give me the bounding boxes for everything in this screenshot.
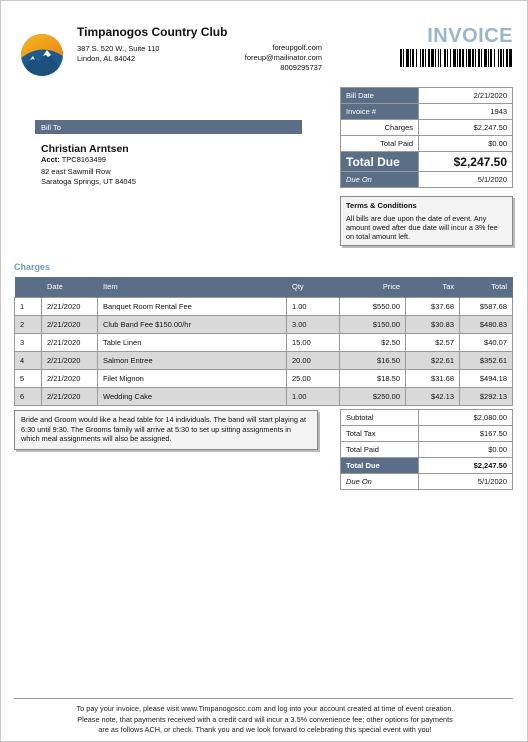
total-paid-label: Total Paid bbox=[341, 136, 419, 152]
club-address-line1: 387 S. 520 W., Suite 110 bbox=[77, 44, 160, 53]
barcode-bar bbox=[472, 49, 474, 67]
barcode-bar bbox=[412, 49, 414, 67]
row-qty: 25.00 bbox=[287, 369, 340, 387]
row-total: $587.68 bbox=[460, 297, 513, 315]
total-tax-row bbox=[341, 426, 513, 442]
barcode-bar bbox=[425, 49, 426, 67]
row-number: 4 bbox=[15, 351, 42, 369]
row-item: Club Band Fee $150.00/hr bbox=[98, 315, 287, 333]
col-price: Price bbox=[340, 277, 406, 297]
invoice-number-value: 1943 bbox=[419, 104, 513, 120]
row-total: $40.07 bbox=[460, 333, 513, 351]
barcode-bar bbox=[457, 49, 458, 67]
barcode-bar bbox=[503, 49, 504, 67]
barcode-bar bbox=[453, 49, 456, 67]
footer-line3: are as follows ACH, or check. Thank you and we look forward to celebrating this special event with you! bbox=[98, 725, 432, 734]
barcode-bar bbox=[478, 49, 480, 67]
barcode-bar bbox=[440, 49, 441, 67]
invoice-summary-table bbox=[340, 87, 513, 188]
club-address-line2: Lindon, AL 84042 bbox=[77, 54, 136, 63]
row-qty: 15.00 bbox=[287, 333, 340, 351]
row-number: 3 bbox=[15, 333, 42, 351]
totals-due-on-label: Due On bbox=[341, 474, 419, 490]
club-phone: 8009295737 bbox=[280, 63, 322, 72]
customer-address-line1: 82 east Sawmill Row bbox=[41, 167, 111, 176]
col-date: Date bbox=[42, 277, 98, 297]
barcode-bar bbox=[403, 49, 404, 67]
charges-row bbox=[341, 120, 513, 136]
barcode-bar bbox=[450, 49, 451, 67]
barcode-bar bbox=[410, 49, 411, 67]
bill-date-row bbox=[341, 88, 513, 104]
table-row bbox=[15, 333, 513, 351]
barcode-bar bbox=[416, 49, 417, 67]
account-number: TPC8163499 bbox=[61, 155, 106, 164]
row-date: 2/21/2020 bbox=[42, 369, 98, 387]
row-total: $494.18 bbox=[460, 369, 513, 387]
footer-line1: To pay your invoice, please visit www.Timpanogoscc.com and log into your account created at time of event creation. bbox=[76, 704, 454, 713]
footer-line2: Please note, that payments received with a credit card will incur a 3.5% convenience fee; other options for payments bbox=[77, 714, 453, 724]
subtotal-row bbox=[341, 410, 513, 426]
totals-paid-value: $0.00 bbox=[419, 442, 513, 458]
row-date: 2/21/2020 bbox=[42, 387, 98, 405]
barcode-bar bbox=[406, 49, 409, 67]
row-number: 1 bbox=[15, 297, 42, 315]
row-item: Filet Mignon bbox=[98, 369, 287, 387]
barcode-bar bbox=[422, 49, 424, 67]
totals-due-value: $2,247.50 bbox=[419, 458, 513, 474]
charges-table bbox=[14, 277, 513, 406]
row-tax: $2.57 bbox=[406, 333, 460, 351]
charges-section-label: Charges bbox=[14, 262, 51, 272]
row-number: 5 bbox=[15, 369, 42, 387]
customer-address bbox=[41, 167, 136, 187]
barcode-bar bbox=[462, 49, 464, 67]
customer-address-line2: Saratoga Springs, UT 84045 bbox=[41, 177, 136, 186]
club-email: foreup@mailinator.com bbox=[244, 53, 322, 62]
barcode-bar bbox=[498, 49, 499, 67]
col-tax: Tax bbox=[406, 277, 460, 297]
row-qty: 1.00 bbox=[287, 297, 340, 315]
payment-footer bbox=[21, 704, 509, 736]
barcode-bar bbox=[494, 49, 495, 67]
table-row bbox=[15, 297, 513, 315]
row-date: 2/21/2020 bbox=[42, 351, 98, 369]
barcode-bar bbox=[435, 49, 436, 67]
invoice-title: INVOICE bbox=[427, 25, 513, 47]
table-row bbox=[15, 369, 513, 387]
row-qty: 3.00 bbox=[287, 315, 340, 333]
row-number: 2 bbox=[15, 315, 42, 333]
row-price: $2.50 bbox=[340, 333, 406, 351]
total-paid-row bbox=[341, 136, 513, 152]
barcode-bar bbox=[488, 49, 489, 67]
totals-due-on-value: 5/1/2020 bbox=[419, 474, 513, 490]
barcode-bar bbox=[431, 49, 434, 67]
barcode-bar bbox=[444, 49, 446, 67]
row-date: 2/21/2020 bbox=[42, 333, 98, 351]
due-on-value: 5/1/2020 bbox=[419, 172, 513, 188]
table-row bbox=[15, 351, 513, 369]
bill-to-header: Bill To bbox=[35, 120, 302, 134]
total-tax-value: $167.50 bbox=[419, 426, 513, 442]
col-number bbox=[15, 277, 42, 297]
barcode-bar bbox=[484, 49, 487, 67]
total-due-label: Total Due bbox=[341, 152, 419, 172]
row-item: Banquet Room Rental Fee bbox=[98, 297, 287, 315]
row-price: $250.00 bbox=[340, 387, 406, 405]
club-website: foreupgolf.com bbox=[272, 43, 322, 52]
charges-value: $2,247.50 bbox=[419, 120, 513, 136]
row-qty: 20.00 bbox=[287, 351, 340, 369]
row-item: Table Linen bbox=[98, 333, 287, 351]
barcode-bar bbox=[400, 49, 402, 67]
charges-label: Charges bbox=[341, 120, 419, 136]
row-tax: $31.68 bbox=[406, 369, 460, 387]
totals-due-row bbox=[341, 458, 513, 474]
totals-due-label: Total Due bbox=[341, 458, 419, 474]
row-tax: $37.68 bbox=[406, 297, 460, 315]
account-label: Acct: bbox=[41, 155, 60, 164]
mountain-sun-logo-icon bbox=[21, 34, 63, 76]
row-price: $16.50 bbox=[340, 351, 406, 369]
row-tax: $22.61 bbox=[406, 351, 460, 369]
club-name: Timpanogos Country Club bbox=[77, 25, 228, 39]
barcode-bar bbox=[420, 49, 421, 67]
total-due-row bbox=[341, 152, 513, 172]
event-notes: Bride and Groom would like a head table for 14 individuals. The band will start playing at 6:30 until 9:30. The Grooms family will arrive at 5:30 to set up sitting assignments in which meal assignments will also be assigned. bbox=[14, 410, 318, 450]
table-row bbox=[15, 387, 513, 405]
terms-box bbox=[340, 196, 513, 246]
row-price: $150.00 bbox=[340, 315, 406, 333]
barcode-icon bbox=[400, 49, 513, 67]
barcode-bar bbox=[438, 49, 439, 67]
row-qty: 1.00 bbox=[287, 387, 340, 405]
row-date: 2/21/2020 bbox=[42, 297, 98, 315]
col-qty: Qty bbox=[287, 277, 340, 297]
club-contact bbox=[201, 43, 322, 73]
total-tax-label: Total Tax bbox=[341, 426, 419, 442]
barcode-bar bbox=[481, 49, 482, 67]
invoice-number-label: Invoice # bbox=[341, 104, 419, 120]
totals-paid-row bbox=[341, 442, 513, 458]
barcode-bar bbox=[506, 49, 508, 67]
row-price: $550.00 bbox=[340, 297, 406, 315]
totals-due-on-row bbox=[341, 474, 513, 490]
row-item: Salmon Entree bbox=[98, 351, 287, 369]
barcode-bar bbox=[466, 49, 467, 67]
col-total: Total bbox=[460, 277, 513, 297]
charges-header-row bbox=[15, 277, 513, 297]
row-item: Wedding Cake bbox=[98, 387, 287, 405]
row-number: 6 bbox=[15, 387, 42, 405]
row-total: $292.13 bbox=[460, 387, 513, 405]
club-address bbox=[77, 44, 159, 64]
row-tax: $42.13 bbox=[406, 387, 460, 405]
row-total: $480.83 bbox=[460, 315, 513, 333]
due-on-label: Due On bbox=[341, 172, 419, 188]
barcode-bar bbox=[509, 49, 512, 67]
subtotal-label: Subtotal bbox=[341, 410, 419, 426]
customer-account bbox=[41, 155, 106, 164]
footer-divider bbox=[14, 698, 513, 699]
subtotal-value: $2,080.00 bbox=[419, 410, 513, 426]
table-row bbox=[15, 315, 513, 333]
barcode-bar bbox=[490, 49, 492, 67]
customer-name: Christian Arntsen bbox=[41, 143, 129, 155]
totals-paid-label: Total Paid bbox=[341, 442, 419, 458]
row-total: $352.61 bbox=[460, 351, 513, 369]
barcode-bar bbox=[475, 49, 476, 67]
terms-title: Terms & Conditions bbox=[346, 201, 417, 210]
col-item: Item bbox=[98, 277, 287, 297]
bill-date-value: 2/21/2020 bbox=[419, 88, 513, 104]
terms-text: All bills are due upon the date of event. Any amount owed after due date will incur a 3% fee on total amount left. bbox=[346, 214, 498, 241]
row-price: $18.50 bbox=[340, 369, 406, 387]
bill-date-label: Bill Date bbox=[341, 88, 419, 104]
invoice-number-row bbox=[341, 104, 513, 120]
barcode-bar bbox=[468, 49, 471, 67]
due-on-row bbox=[341, 172, 513, 188]
barcode-bar bbox=[447, 49, 448, 67]
barcode-bar bbox=[428, 49, 430, 67]
barcode-bar bbox=[459, 49, 461, 67]
row-date: 2/21/2020 bbox=[42, 315, 98, 333]
row-tax: $30.83 bbox=[406, 315, 460, 333]
total-due-value: $2,247.50 bbox=[419, 152, 513, 172]
totals-table bbox=[340, 409, 513, 490]
total-paid-value: $0.00 bbox=[419, 136, 513, 152]
barcode-bar bbox=[500, 49, 502, 67]
